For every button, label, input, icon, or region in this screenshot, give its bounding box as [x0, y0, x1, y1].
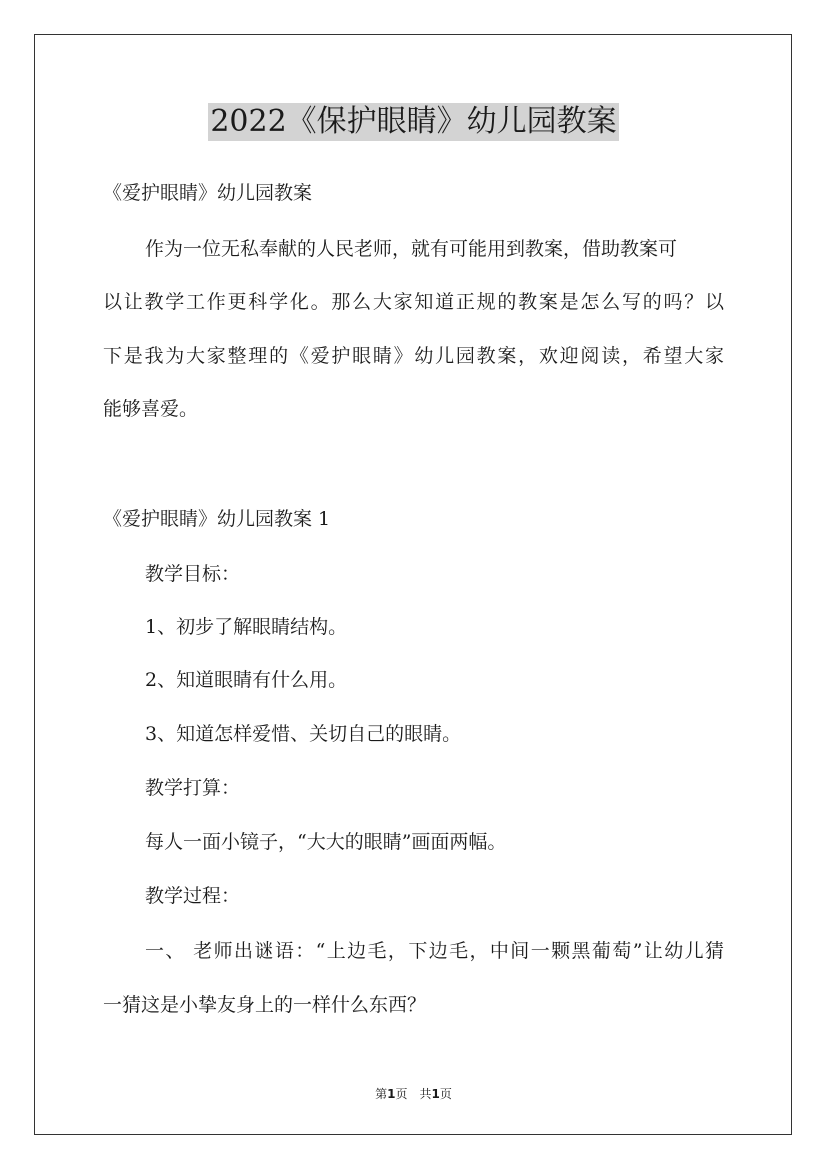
page-footer — [0, 1085, 827, 1102]
footer-text: 第 — [375, 1087, 388, 1101]
goal-item: 3、知道怎样爱惜、关切自己的眼睛。 — [145, 723, 462, 745]
process-label: 教学过程： — [145, 885, 241, 907]
footer-text: 页 共 — [395, 1087, 432, 1101]
footer-page-number: 1 — [387, 1087, 396, 1101]
document-subtitle: 《爱护眼睛》幼儿园教案 — [103, 182, 313, 204]
intro-line: 下是我为大家整理的《爱护眼睛》幼儿园教案，欢迎阅读，希望大家 — [103, 345, 724, 367]
document-title: 2022《保护眼睛》幼儿园教案 — [210, 104, 617, 139]
goal-item: 1、初步了解眼睛结构。 — [145, 616, 348, 638]
prep-label: 教学打算： — [145, 777, 241, 799]
intro-line: 能够喜爱。 — [103, 398, 199, 420]
intro-line: 作为一位无私奉献的人民老师，就有可能用到教案，借助教案可 — [145, 238, 678, 260]
title-container — [0, 103, 827, 141]
section-heading: 《爱护眼睛》幼儿园教案 1 — [103, 508, 331, 530]
footer-text: 页 — [439, 1087, 452, 1101]
intro-line: 以让教学工作更科学化。那么大家知道正规的教案是怎么写的吗？以 — [103, 291, 724, 313]
process-line: 一、 老师出谜语：“上边毛，下边毛，中间一颗黑葡萄”让幼儿猜 — [145, 940, 724, 962]
prep-text: 每人一面小镜子，“大大的眼睛”画面两幅。 — [145, 831, 507, 853]
footer-page-total: 1 — [431, 1087, 440, 1101]
goals-label: 教学目标： — [145, 563, 241, 585]
process-line: 一猜这是小挚友身上的一样什么东西？ — [103, 994, 427, 1016]
goal-item: 2、知道眼睛有什么用。 — [145, 669, 348, 691]
